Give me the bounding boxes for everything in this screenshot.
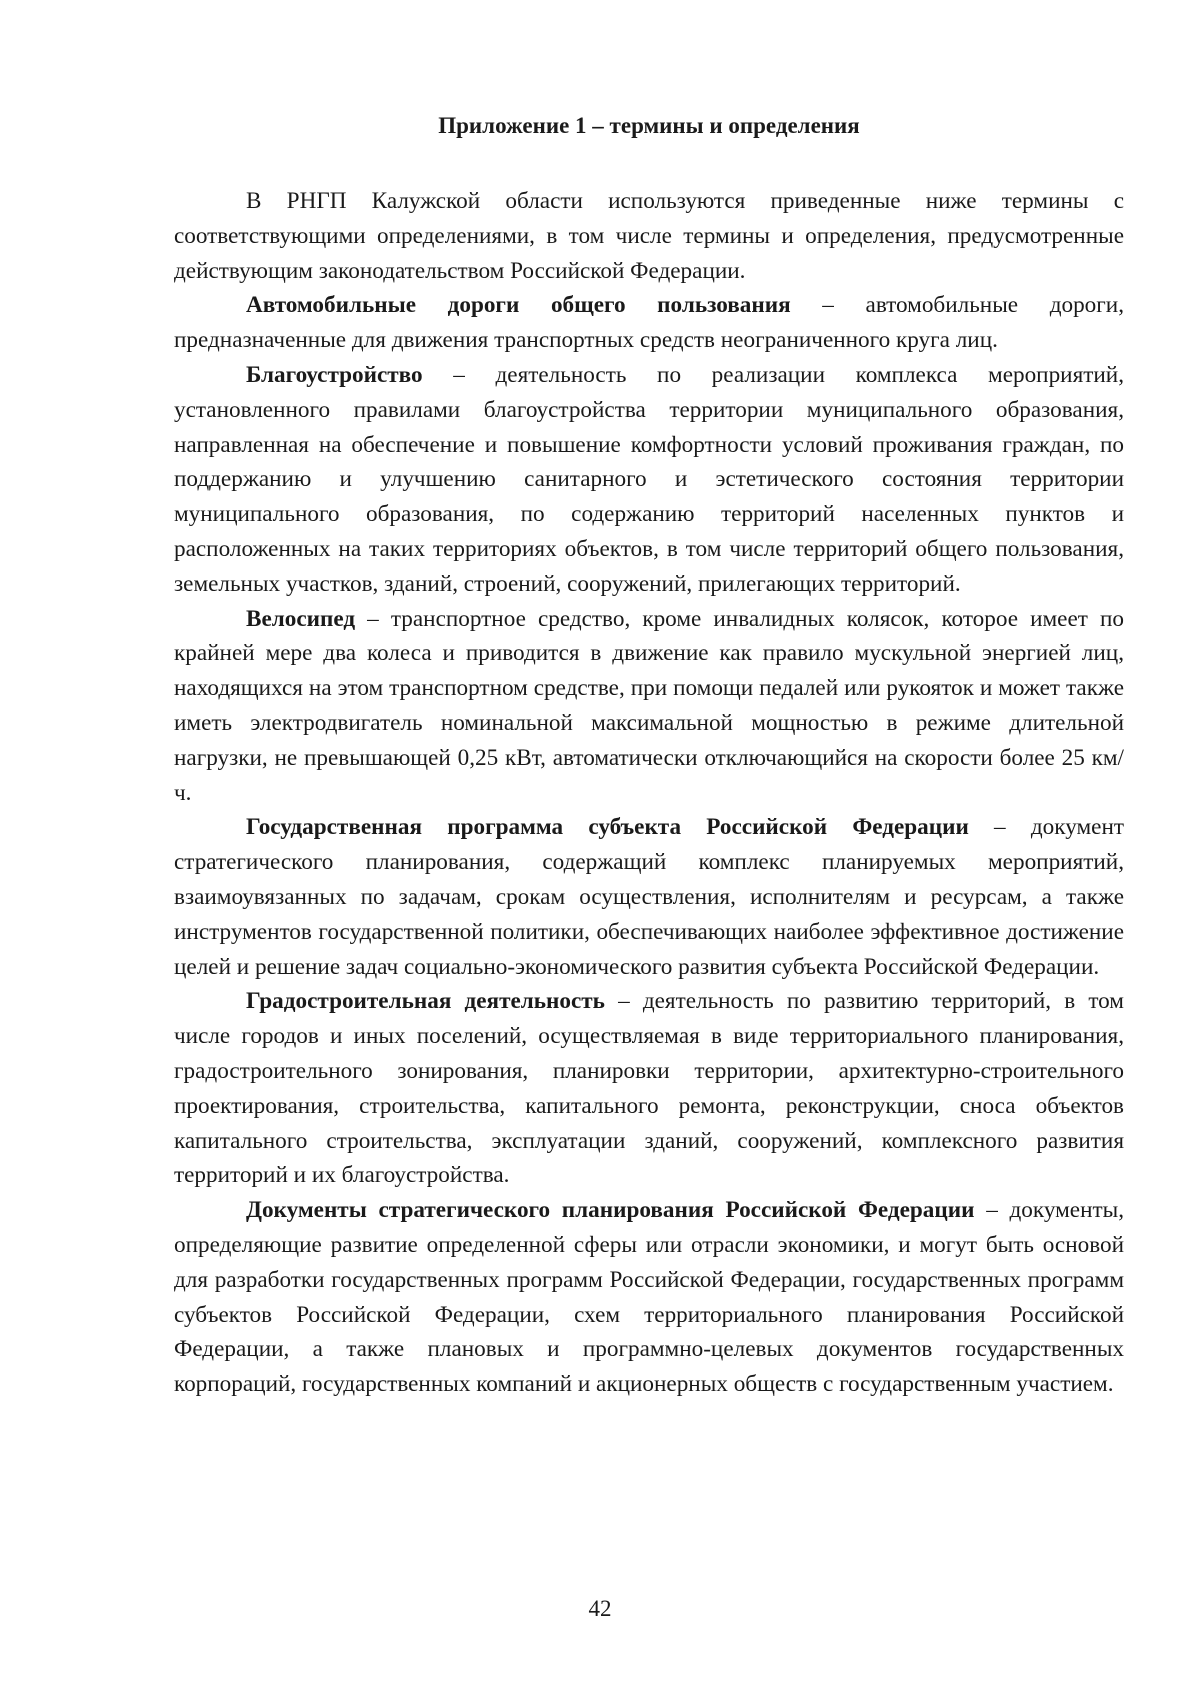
definition-paragraph [174,810,1124,984]
definition-paragraph [174,984,1124,1193]
definition-term: Автомобильные дороги общего пользования [246,292,791,319]
definition-paragraph [174,288,1124,358]
definition-term: Градостроительная деятельность [246,988,605,1015]
definition-text: – транспортное средство, кроме инвалидных колясок, которое имеет по крайней мере два колеса и приводится в движение как правило мускульной энергией лиц, находящихся на этом транспортном средстве, при помощи педалей или рукояток и может также иметь электродвигатель номинальной максимальной мощностью в режиме длительной нагрузки, не превышающей 0,25 кВт, автоматически отключающийся на скорости более 25 км/ч. [174,605,1124,806]
document-body [174,184,1124,1402]
definition-term: Государственная программа субъекта Российской Федерации [246,814,969,841]
definition-text: – автомобильные дороги, предназначенные для движения транспортных средств неограниченного круга лиц. [174,292,1124,354]
definition-text: – деятельность по реализации комплекса мероприятий, установленного правилами благоустройства территории муниципального образования, направленная на обеспечение и повышение комфортности условий проживания граждан, по поддержанию и улучшению санитарного и эстетического состояния территории муниципального образования, по содержанию территорий населенных пунктов и расположенных на таких территориях объектов, в том числе территорий общего пользования, земельных участков, зданий, строений, сооружений, прилегающих территорий. [174,361,1124,597]
page-title: Приложение 1 – термины и определения [438,113,860,138]
definition-paragraph [174,358,1124,602]
intro-paragraph: В РНГП Калужской области используются приведенные ниже термины с соответствующими определениями, в том числе термины и определения, предусмотренные действующим законодательством Российской Федерации. [174,188,1124,284]
definition-term: Документы стратегического планирования Российской Федерации [246,1197,975,1224]
definition-paragraph [174,1193,1124,1402]
document-page [174,0,1124,1402]
definition-text: – документ стратегического планирования, содержащий комплекс планируемых мероприятий, взаимоувязанных по задачам, срокам осуществления, исполнителям и ресурсам, а также инструментов государственной политики, обеспечивающих наиболее эффективное достижение целей и решение задач социально-экономического развития субъекта Российской Федерации. [174,814,1124,980]
definition-term: Велосипед [246,605,356,632]
definition-paragraph [174,602,1124,811]
definition-term: Благоустройство [246,361,423,388]
definition-text: – деятельность по развитию территорий, в том числе городов и иных поселений, осуществляемая в виде территориального планирования, градостроительного зонирования, планировки территории, архитектурно-строительного проектирования, строительства, капитального ремонта, реконструкции, сноса объектов капитального строительства, эксплуатации зданий, сооружений, комплексного развития территорий и их благоустройства. [174,988,1124,1189]
definition-text: – документы, определяющие развитие определенной сферы или отрасли экономики, и могут быть основой для разработки государственных программ Российской Федерации, государственных программ субъектов Российской Федерации, схем территориального планирования Российской Федерации, а также плановых и программно-целевых документов государственных корпораций, государственных компаний и акционерных обществ с государственным участием. [174,1197,1125,1398]
page-number: 42 [588,1596,612,1621]
